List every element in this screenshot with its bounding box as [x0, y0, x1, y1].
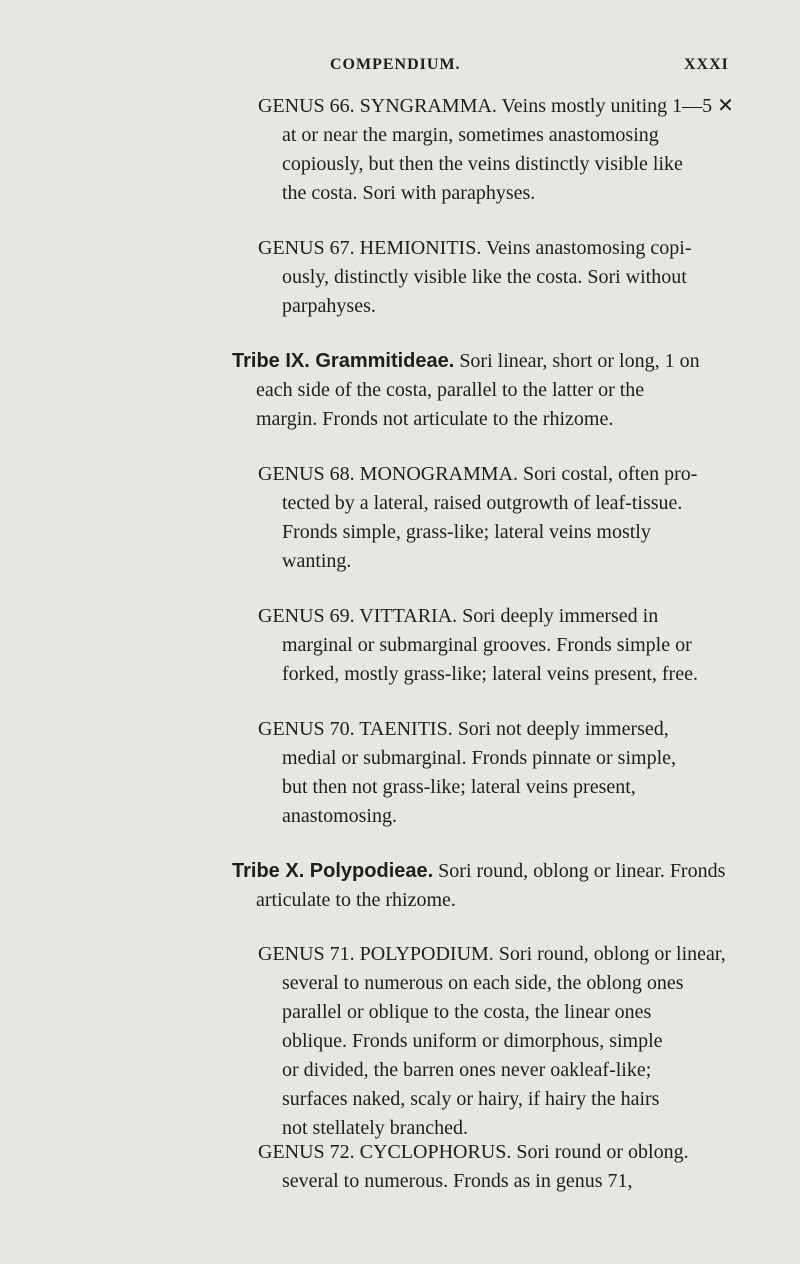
- text-line: not stellately branched.: [282, 1117, 469, 1139]
- text-line: GENUS 71. POLYPODIUM. Sori round, oblong or linear,: [258, 943, 726, 965]
- text-line: parallel or oblique to the costa, the linear ones: [282, 1001, 652, 1023]
- text-line: surfaces naked, scaly or hairy, if hairy the hairs: [282, 1088, 660, 1110]
- text-line: GENUS 67. HEMIONITIS. Veins anastomosing copi-: [258, 237, 692, 259]
- text-line: at or near the margin, sometimes anastomosing: [282, 124, 659, 146]
- text-line: GENUS 66. SYNGRAMMA. Veins mostly uniting 1—5 ✕: [258, 95, 734, 117]
- tribe-ix-entry: [232, 347, 742, 434]
- running-title: COMPENDIUM.: [330, 56, 461, 73]
- text-line: medial or submarginal. Fronds pinnate or simple,: [282, 747, 677, 769]
- tribe-x-entry: [232, 857, 742, 915]
- text-line: Sori round, oblong or linear. Fronds: [433, 860, 726, 882]
- genus-70-entry: [258, 715, 738, 831]
- tribe-ix-heading: Tribe IX. Grammitideae.: [232, 350, 455, 372]
- running-header: [0, 56, 800, 86]
- text-line: Sori linear, short or long, 1 on: [454, 350, 700, 372]
- text-line: wanting.: [282, 550, 352, 572]
- text-line: oblique. Fronds uniform or dimorphous, simple: [282, 1030, 663, 1052]
- text-line: several to numerous. Fronds as in genus 71,: [282, 1170, 633, 1192]
- text-line: parpahyses.: [282, 295, 376, 317]
- text-line: margin. Fronds not articulate to the rhizome.: [256, 408, 614, 430]
- genus-66-entry: [258, 92, 738, 208]
- page-number: XXXI: [684, 56, 729, 73]
- tribe-x-heading: Tribe X. Polypodieae.: [232, 860, 434, 882]
- text-line: GENUS 68. MONOGRAMMA. Sori costal, often pro-: [258, 463, 698, 485]
- text-line: several to numerous on each side, the oblong ones: [282, 972, 684, 994]
- genus-68-entry: [258, 460, 738, 576]
- text-line: ously, distinctly visible like the costa. Sori without: [282, 266, 687, 288]
- text-line: marginal or submarginal grooves. Fronds simple or: [282, 634, 692, 656]
- text-line: articulate to the rhizome.: [256, 889, 456, 911]
- genus-72-entry: [258, 1138, 738, 1196]
- text-line: tected by a lateral, raised outgrowth of leaf-tissue.: [282, 492, 683, 514]
- text-line: but then not grass-like; lateral veins present,: [282, 776, 636, 798]
- text-line: Fronds simple, grass-like; lateral veins mostly: [282, 521, 651, 543]
- text-line: anastomosing.: [282, 805, 397, 827]
- text-line: the costa. Sori with paraphyses.: [282, 182, 536, 204]
- text-line: GENUS 70. TAENITIS. Sori not deeply immersed,: [258, 718, 669, 740]
- text-line: or divided, the barren ones never oakleaf-like;: [282, 1059, 652, 1081]
- text-line: GENUS 69. VITTARIA. Sori deeply immersed in: [258, 605, 659, 627]
- genus-69-entry: [258, 602, 738, 689]
- genus-67-entry: [258, 234, 738, 321]
- text-line: GENUS 72. CYCLOPHORUS. Sori round or oblong.: [258, 1141, 689, 1163]
- text-line: copiously, but then the veins distinctly visible like: [282, 153, 683, 175]
- genus-71-entry: [258, 940, 738, 1143]
- text-line: each side of the costa, parallel to the latter or the: [256, 379, 645, 401]
- text-line: forked, mostly grass-like; lateral veins present, free.: [282, 663, 698, 685]
